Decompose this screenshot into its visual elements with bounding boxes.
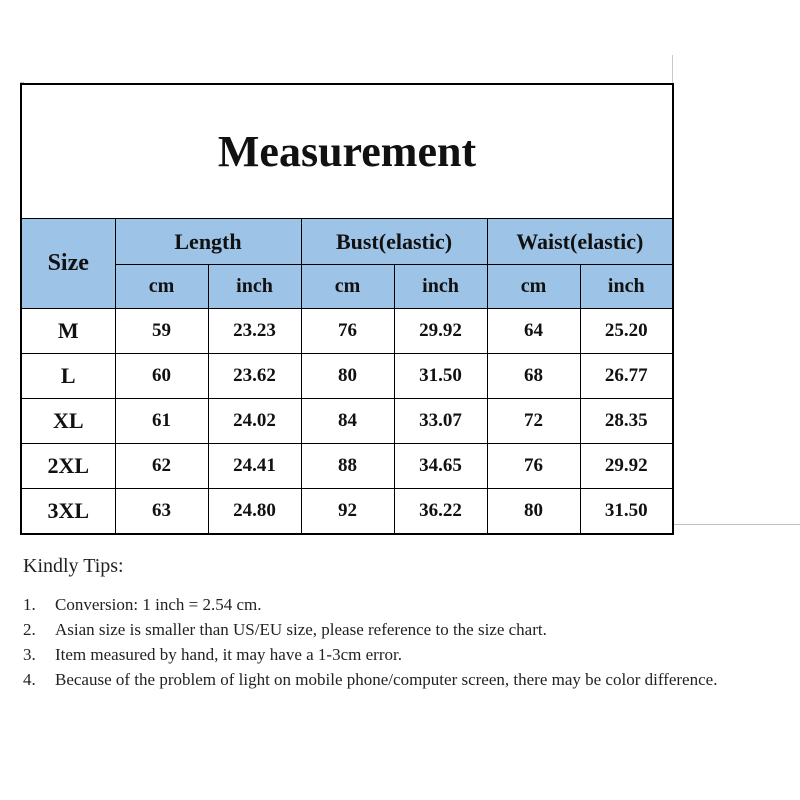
bust-inch-cell: 29.92 (394, 309, 487, 354)
length-inch-cell: 24.41 (208, 444, 301, 489)
unit-header-length-cm: cm (115, 265, 208, 309)
size-cell: M (21, 309, 115, 354)
bust-cm-cell: 88 (301, 444, 394, 489)
length-cm-cell: 63 (115, 489, 208, 535)
list-item (23, 642, 783, 667)
waist-cm-cell: 80 (487, 489, 580, 535)
waist-cm-cell: 72 (487, 399, 580, 444)
length-inch-cell: 24.02 (208, 399, 301, 444)
table-row (21, 354, 673, 399)
unit-header-waist-cm: cm (487, 265, 580, 309)
waist-inch-cell: 31.50 (580, 489, 673, 535)
tip-text: Item measured by hand, it may have a 1-3cm error. (55, 645, 402, 664)
list-item (23, 667, 783, 692)
bust-inch-cell: 36.22 (394, 489, 487, 535)
bust-inch-cell: 31.50 (394, 354, 487, 399)
tip-text: Asian size is smaller than US/EU size, please reference to the size chart. (55, 620, 547, 639)
waist-inch-cell: 28.35 (580, 399, 673, 444)
length-cm-cell: 61 (115, 399, 208, 444)
size-cell: 3XL (21, 489, 115, 535)
table-row (21, 399, 673, 444)
waist-cm-cell: 64 (487, 309, 580, 354)
table-row (21, 309, 673, 354)
tip-number: 4. (23, 670, 36, 689)
bust-cm-cell: 76 (301, 309, 394, 354)
length-cm-cell: 60 (115, 354, 208, 399)
unit-header-waist-inch: inch (580, 265, 673, 309)
bust-inch-cell: 33.07 (394, 399, 487, 444)
tip-number: 1. (23, 595, 36, 614)
size-chart-table (20, 83, 674, 535)
table-row (21, 444, 673, 489)
size-column-header: Size (21, 219, 115, 309)
length-group-header: Length (115, 219, 301, 265)
tips-list (23, 592, 783, 692)
table-title: Measurement (21, 84, 673, 219)
waist-inch-cell: 26.77 (580, 354, 673, 399)
kindly-tips-section (23, 555, 783, 692)
length-inch-cell: 23.23 (208, 309, 301, 354)
waist-cm-cell: 68 (487, 354, 580, 399)
size-cell: XL (21, 399, 115, 444)
size-cell: 2XL (21, 444, 115, 489)
guide-line-right (672, 55, 673, 85)
list-item (23, 617, 783, 642)
tip-number: 2. (23, 620, 36, 639)
tips-title: Kindly Tips: (23, 555, 124, 577)
tip-text: Conversion: 1 inch = 2.54 cm. (55, 595, 262, 614)
bust-cm-cell: 92 (301, 489, 394, 535)
waist-inch-cell: 29.92 (580, 444, 673, 489)
length-cm-cell: 59 (115, 309, 208, 354)
waist-inch-cell: 25.20 (580, 309, 673, 354)
length-cm-cell: 62 (115, 444, 208, 489)
length-inch-cell: 24.80 (208, 489, 301, 535)
waist-group-header: Waist(elastic) (487, 219, 673, 265)
unit-header-length-inch: inch (208, 265, 301, 309)
length-inch-cell: 23.62 (208, 354, 301, 399)
bust-cm-cell: 80 (301, 354, 394, 399)
bust-cm-cell: 84 (301, 399, 394, 444)
tip-number: 3. (23, 645, 36, 664)
tip-text: Because of the problem of light on mobile phone/computer screen, there may be color difference. (55, 670, 718, 689)
waist-cm-cell: 76 (487, 444, 580, 489)
size-cell: L (21, 354, 115, 399)
bust-group-header: Bust(elastic) (301, 219, 487, 265)
unit-header-bust-inch: inch (394, 265, 487, 309)
table-row (21, 489, 673, 535)
unit-header-bust-cm: cm (301, 265, 394, 309)
bust-inch-cell: 34.65 (394, 444, 487, 489)
list-item (23, 592, 783, 617)
